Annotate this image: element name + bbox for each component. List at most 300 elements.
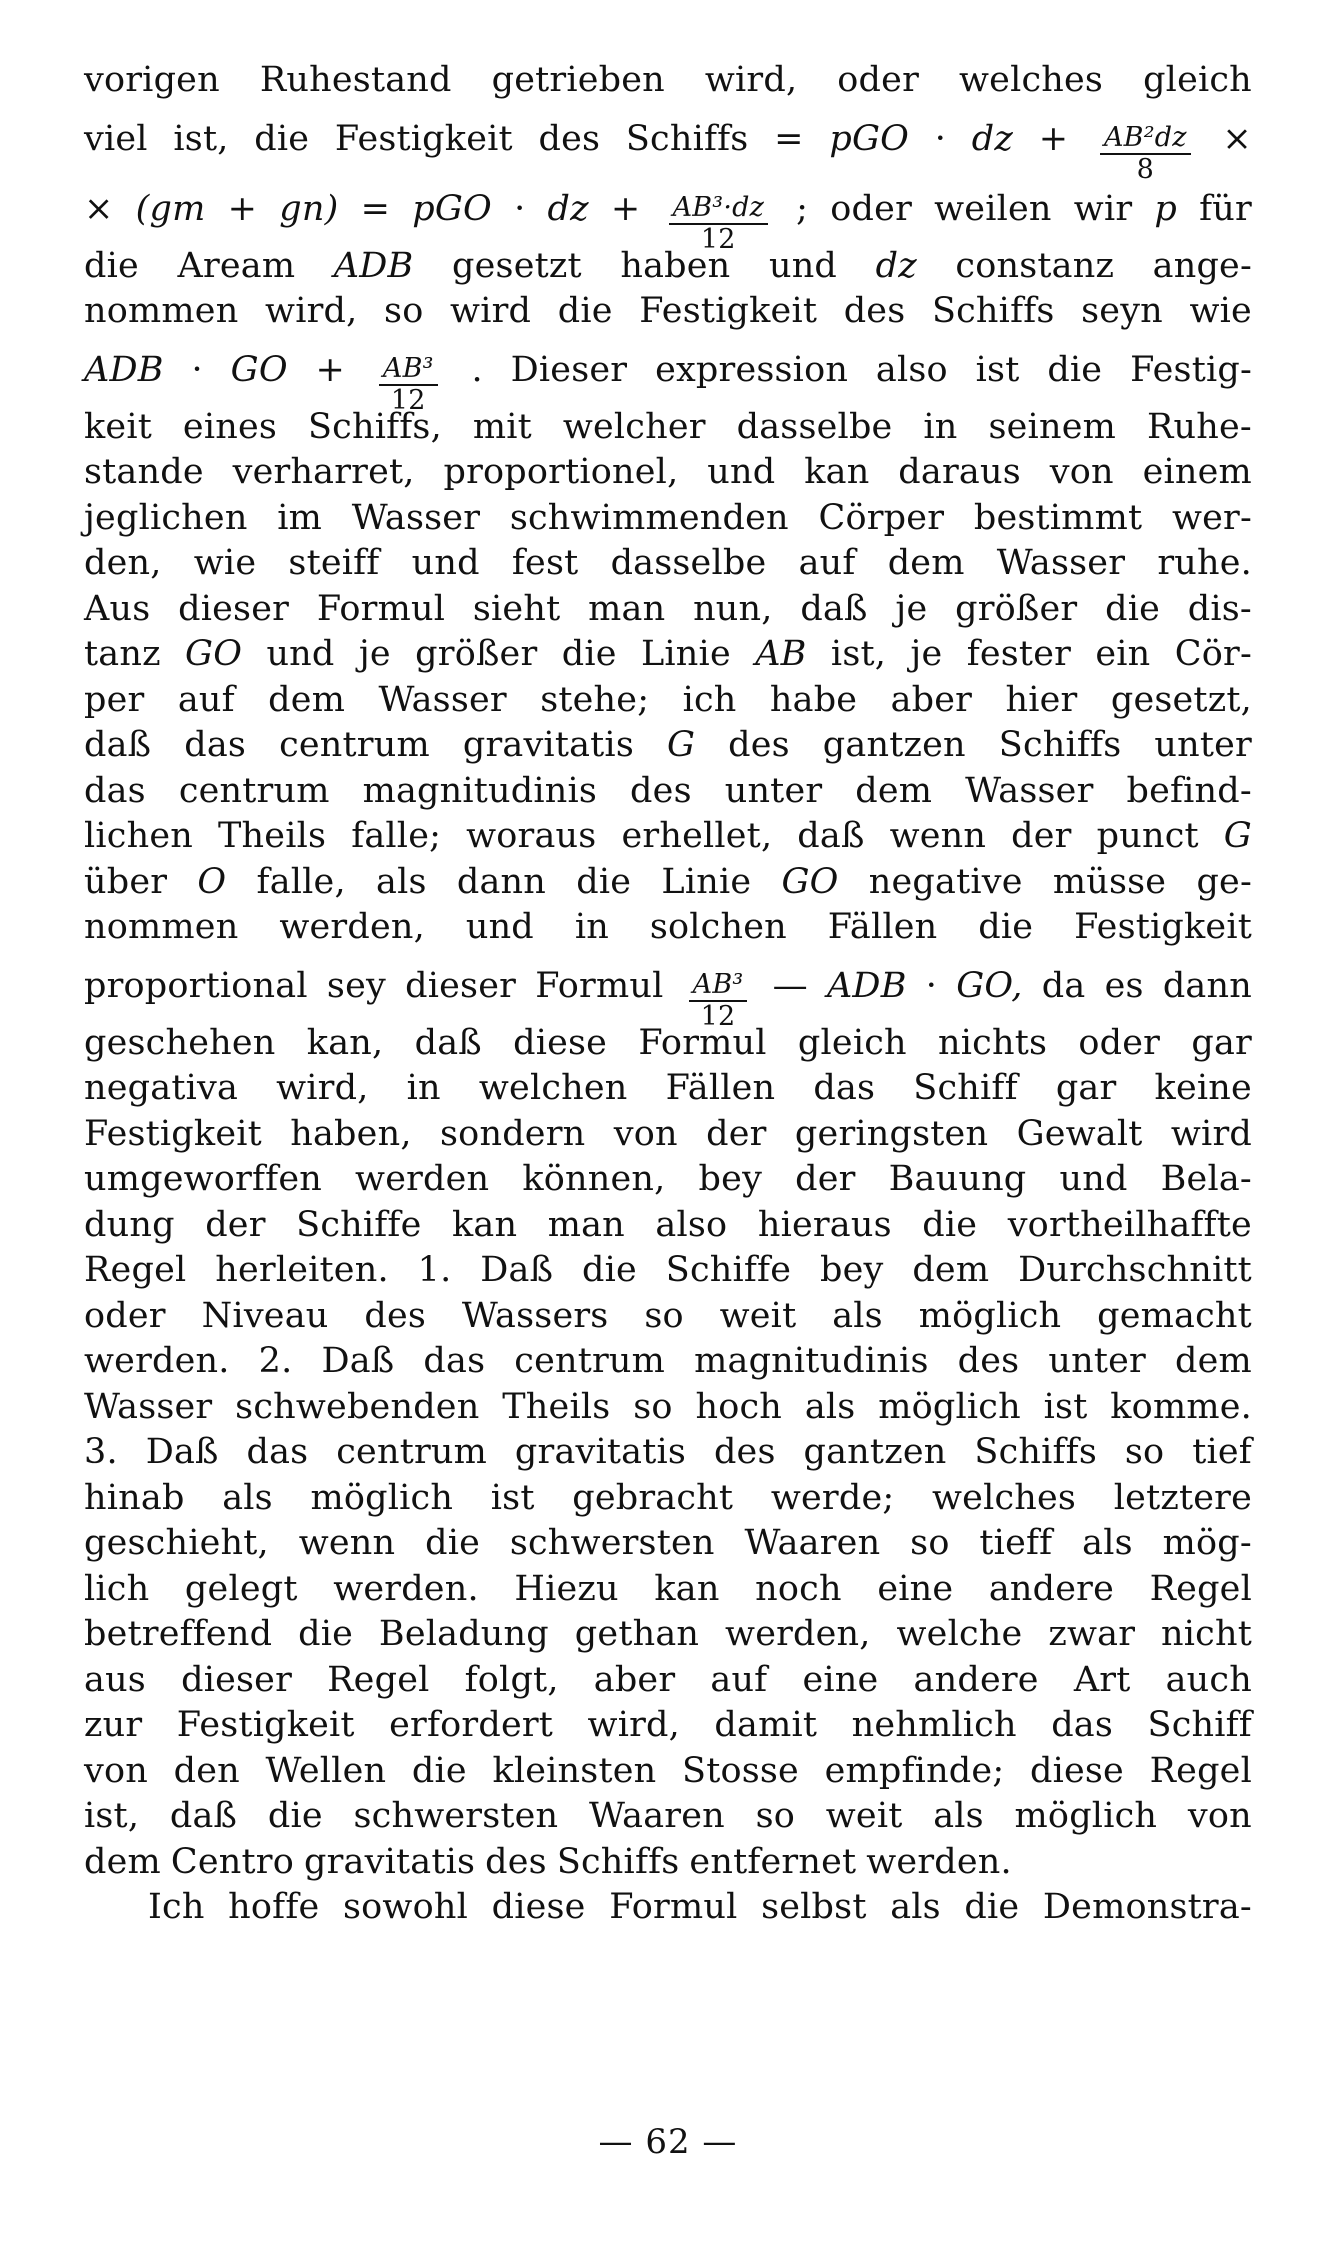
word: Regel	[84, 1250, 187, 1290]
word: Hiezu	[514, 1568, 619, 1609]
text-line	[84, 174, 1252, 255]
word: so	[1124, 1432, 1165, 1472]
word: dis-	[1187, 588, 1252, 629]
word: Waaren	[744, 1523, 881, 1563]
word: schwersten	[509, 1523, 715, 1563]
word: Theils	[502, 1386, 611, 1427]
word: Art	[1073, 1659, 1131, 1700]
word: dem	[1174, 1341, 1252, 1381]
word: eine	[802, 1659, 879, 1700]
word: das	[184, 725, 247, 765]
word: dieser	[405, 965, 517, 1006]
word: daß	[797, 816, 865, 856]
text-line	[84, 723, 1252, 769]
word: den	[173, 1750, 240, 1791]
word: dieser	[181, 1659, 293, 1700]
word: auf	[177, 679, 235, 720]
word: die	[964, 1887, 1020, 1927]
word: es	[1104, 965, 1144, 1006]
word: centrum	[336, 1432, 488, 1472]
word: steiff	[288, 543, 380, 583]
word: Festigkeit	[176, 1705, 355, 1745]
word: gantzen	[822, 725, 966, 765]
word: per	[84, 679, 145, 720]
word: dz	[971, 118, 1014, 159]
text-line	[84, 1248, 1252, 1294]
word: unter	[1048, 1341, 1146, 1381]
word: und	[411, 543, 480, 583]
word: Schiff	[1147, 1705, 1252, 1745]
text-line	[84, 905, 1252, 951]
text-line	[84, 1385, 1252, 1431]
word: tief	[1192, 1432, 1252, 1472]
word: O	[197, 861, 227, 902]
word: man	[547, 1204, 625, 1245]
word: —	[772, 965, 808, 1006]
word: wird,	[265, 291, 358, 331]
text-line	[84, 951, 1252, 1032]
word: centrum	[178, 770, 330, 811]
text-lines	[84, 58, 1252, 1931]
word: GO	[230, 349, 288, 390]
word: noch	[755, 1568, 842, 1609]
word: welcher	[562, 406, 706, 447]
word: wird	[450, 291, 532, 331]
word: so	[633, 1386, 673, 1427]
word: schwersten	[353, 1796, 559, 1836]
word: keit	[84, 406, 152, 447]
text-line	[84, 1612, 1252, 1658]
word: bey	[698, 1159, 763, 1199]
word: dem	[912, 1250, 990, 1290]
word: je	[895, 588, 928, 629]
text-line	[84, 104, 1252, 185]
word: einem	[1142, 452, 1252, 492]
word: bey	[819, 1250, 884, 1290]
word: empfinde;	[824, 1750, 1005, 1791]
word: letztere	[1113, 1477, 1252, 1518]
word: gravitatis	[514, 1432, 687, 1472]
word: Cörper	[818, 497, 945, 538]
word: seinem	[988, 406, 1116, 447]
word: welches	[932, 1477, 1077, 1518]
word: GO	[185, 634, 243, 674]
word: solchen	[649, 907, 787, 947]
word: daraus	[898, 452, 1021, 492]
word: unter	[724, 770, 823, 811]
word: werden.	[866, 1841, 1012, 1882]
word: oder	[1078, 1022, 1161, 1063]
word: möglich	[918, 1295, 1062, 1336]
word: dieser	[178, 588, 290, 629]
text-line	[84, 1885, 1252, 1931]
word: erhellet,	[621, 816, 773, 856]
word: haben,	[290, 1113, 412, 1154]
text-line	[84, 1749, 1252, 1795]
word: negativa	[84, 1068, 239, 1108]
word: Centro	[170, 1841, 295, 1882]
word: für	[1199, 188, 1252, 229]
word: müsse	[1052, 861, 1167, 902]
word: seyn	[1081, 291, 1163, 331]
word: Linie	[661, 861, 752, 902]
word: Formul	[316, 588, 446, 629]
word: das	[84, 770, 146, 811]
word: aus	[84, 1659, 146, 1700]
word: wie	[193, 543, 257, 583]
word: so	[755, 1796, 796, 1836]
word: befind-	[1126, 770, 1252, 811]
word: gantzen	[803, 1432, 947, 1472]
text-line	[84, 587, 1252, 633]
word: herleiten.	[215, 1250, 389, 1290]
word: tanz	[84, 634, 161, 674]
word: gn)	[279, 188, 339, 229]
word: der	[706, 1113, 767, 1154]
word: gelegt	[184, 1568, 298, 1609]
word: Schiffe	[296, 1204, 422, 1245]
word: größer	[415, 634, 538, 674]
word: hoch	[695, 1386, 783, 1427]
word: gesetzt	[452, 245, 582, 286]
text-line	[84, 1203, 1252, 1249]
word: selbst	[761, 1887, 867, 1927]
word: Ruhe-	[1146, 406, 1252, 447]
word: mög-	[1162, 1523, 1252, 1563]
word: expression	[655, 349, 849, 390]
text-line	[84, 678, 1252, 724]
text-line	[84, 1840, 1252, 1886]
word: dasselbe	[736, 406, 893, 447]
word: centrum	[514, 1341, 666, 1381]
word: als	[222, 1477, 273, 1518]
word: =	[360, 188, 391, 229]
text-line	[84, 58, 1252, 104]
word: ·	[514, 188, 526, 229]
word: haben	[620, 245, 731, 286]
word: geschehen	[84, 1022, 276, 1063]
word: tieff	[979, 1523, 1053, 1563]
text-line	[84, 860, 1252, 906]
word: je	[910, 634, 943, 674]
word: kan	[654, 1568, 720, 1609]
word: und	[465, 907, 534, 947]
word: welches	[959, 60, 1104, 100]
word: komme.	[1110, 1386, 1252, 1427]
word: nommen	[84, 907, 239, 947]
word: wird,	[276, 1068, 369, 1108]
word: proportionel,	[443, 452, 679, 492]
word: Durchschnitt	[1018, 1250, 1252, 1290]
word: Wasser	[378, 679, 507, 720]
word: die	[561, 634, 617, 674]
word: verharret,	[232, 452, 415, 492]
word: ruhe.	[1157, 543, 1252, 583]
word: punct	[1096, 816, 1199, 856]
word: Regel	[327, 1659, 430, 1700]
text-line	[84, 289, 1252, 335]
text-line	[84, 405, 1252, 451]
text-line	[84, 1066, 1252, 1112]
word: jeglichen	[84, 497, 248, 538]
text-line	[84, 1794, 1252, 1840]
word: dem	[268, 679, 346, 720]
word: Bauung	[888, 1159, 1027, 1199]
word: zur	[84, 1705, 143, 1745]
word: betreffend	[84, 1614, 273, 1654]
word: Demonstra-	[1042, 1887, 1252, 1927]
word: der	[205, 1204, 266, 1245]
word: gethan	[574, 1614, 700, 1654]
word: dem	[887, 543, 965, 583]
word: ·	[925, 965, 938, 1006]
word: Festigkeit	[1074, 907, 1252, 947]
word: Dieser	[510, 349, 628, 390]
word: gleich	[1143, 60, 1252, 100]
word: des	[364, 1295, 427, 1336]
word: die	[1105, 588, 1161, 629]
word: als	[1082, 1523, 1133, 1563]
word: stande	[84, 452, 204, 492]
word: pGO	[829, 118, 910, 159]
word: diese	[513, 1022, 608, 1063]
word: ist,	[830, 634, 887, 674]
word: die	[254, 118, 310, 159]
word: und	[1059, 1159, 1128, 1199]
word: zwar	[1048, 1614, 1136, 1654]
word: hoffe	[228, 1887, 320, 1927]
word: ist,	[84, 1796, 140, 1836]
word: so	[910, 1523, 950, 1563]
word: das	[423, 1341, 486, 1381]
word: Wasser	[351, 497, 481, 538]
word: ·	[191, 349, 203, 390]
word: kan	[804, 452, 870, 492]
word: Formul	[638, 1022, 767, 1063]
word: kan	[452, 1204, 518, 1245]
word: eine	[877, 1568, 954, 1609]
word: der	[1011, 816, 1072, 856]
word: geschieht,	[84, 1523, 269, 1563]
word: falle,	[256, 861, 346, 902]
word: daß	[84, 725, 152, 765]
word: Daß	[480, 1250, 554, 1290]
word: auch	[1165, 1659, 1252, 1700]
fraction: $\frac{\text{AB³·dz}}{12}$	[669, 194, 768, 254]
word: die	[411, 1750, 467, 1791]
word: daß	[800, 588, 868, 629]
word: oder	[837, 60, 920, 100]
word: werden.	[333, 1568, 479, 1609]
word: entfernet	[689, 1841, 857, 1882]
word: des	[957, 1341, 1020, 1381]
word: 2.	[258, 1341, 293, 1381]
word: das	[246, 1432, 309, 1472]
word: und	[266, 634, 335, 674]
word: so	[384, 291, 424, 331]
word: des	[843, 291, 906, 331]
word: Wasser	[84, 1386, 213, 1427]
word: Fällen	[665, 1068, 776, 1108]
word: viel	[84, 118, 148, 159]
word: des	[728, 725, 790, 765]
word: ist	[975, 349, 1020, 390]
word: Schiffe	[665, 1250, 792, 1290]
word: so	[644, 1295, 684, 1336]
text-line	[84, 335, 1252, 416]
word: ist	[490, 1477, 535, 1518]
word: die	[1047, 349, 1103, 390]
word: vortheilhaffte	[1007, 1204, 1252, 1245]
word: schwebenden	[235, 1386, 480, 1427]
word: Waaren	[589, 1796, 725, 1836]
word: ADB	[826, 965, 907, 1006]
word: ein	[1095, 634, 1151, 674]
word: daß	[169, 1796, 238, 1836]
text-line	[84, 814, 1252, 860]
word: in	[574, 907, 609, 947]
word: da	[1041, 965, 1086, 1006]
word: weilen	[934, 188, 1052, 229]
word: werden,	[279, 907, 425, 947]
word: die	[978, 907, 1034, 947]
word: andere	[988, 1568, 1115, 1609]
word: oder	[830, 188, 913, 229]
word: des	[713, 1432, 776, 1472]
word: Regel	[1149, 1750, 1252, 1791]
text-line	[84, 496, 1252, 542]
word: negative	[868, 861, 1023, 902]
word: dasselbe	[610, 543, 767, 583]
word: Ruhestand	[259, 60, 452, 100]
word: als	[804, 1386, 856, 1427]
word: das	[1051, 1705, 1114, 1745]
word: Wellen	[265, 1750, 387, 1791]
word: aber	[593, 1659, 676, 1700]
word: AB	[755, 634, 807, 674]
word: ADB	[333, 245, 414, 286]
word: ;	[796, 188, 809, 229]
text-line	[84, 1021, 1252, 1067]
word: 3.	[84, 1432, 118, 1472]
word: also	[875, 349, 948, 390]
word: Schiff	[913, 1068, 1018, 1108]
word: also	[655, 1204, 728, 1245]
word: folgt,	[464, 1659, 559, 1700]
word: geringsten	[794, 1113, 989, 1154]
word: kan,	[306, 1022, 384, 1063]
word: von	[1049, 452, 1114, 492]
word: des	[630, 770, 692, 811]
word: oder	[84, 1295, 166, 1336]
word: unter	[1154, 725, 1252, 765]
text-line	[84, 450, 1252, 496]
word: GO	[781, 861, 839, 902]
word: als	[376, 861, 427, 902]
word: Ich	[148, 1887, 205, 1927]
word: werde;	[770, 1477, 895, 1518]
word: stehe;	[540, 679, 650, 720]
word: +	[610, 188, 641, 229]
word: =	[774, 118, 804, 159]
word: nommen	[84, 291, 239, 331]
word: Schiffs	[998, 725, 1122, 765]
word: Beladung	[378, 1614, 549, 1654]
word: Daß	[321, 1341, 395, 1381]
fraction: $\frac{\text{AB²dz}}{8}$	[1100, 124, 1191, 184]
word: die	[425, 1523, 481, 1563]
word: Aus	[84, 588, 151, 629]
word: Linie	[640, 634, 731, 674]
word: gar	[1191, 1022, 1252, 1063]
word: die	[267, 1796, 323, 1836]
word: Festigkeit	[84, 1113, 262, 1154]
word: Fällen	[827, 907, 938, 947]
word: vorigen	[84, 60, 220, 100]
word: fester	[966, 634, 1072, 674]
word: Aream	[177, 245, 296, 286]
word: auf	[710, 1659, 768, 1700]
word: hier	[1005, 679, 1078, 720]
word: in	[406, 1068, 441, 1108]
word: Festigkeit	[334, 118, 513, 159]
word: mit	[472, 406, 532, 447]
word: größer	[955, 588, 1078, 629]
word: wenn	[889, 816, 987, 856]
word: die	[922, 1204, 978, 1245]
word: diese	[491, 1887, 586, 1927]
page-text	[84, 58, 1252, 1931]
word: Festig-	[1130, 349, 1252, 390]
word: möglich	[878, 1386, 1021, 1427]
word: sowohl	[343, 1887, 468, 1927]
word: .	[471, 349, 483, 390]
word: über	[84, 861, 168, 902]
word: in	[923, 406, 958, 447]
word: andere	[913, 1659, 1039, 1700]
text-line	[84, 1703, 1252, 1749]
word: magnitudinis	[694, 1341, 929, 1381]
word: ge-	[1196, 861, 1252, 902]
word: den,	[84, 543, 162, 583]
word: auf	[798, 543, 856, 583]
word: umgeworffen	[84, 1159, 322, 1199]
word: gravitatis	[304, 1841, 476, 1882]
word: das	[813, 1068, 876, 1108]
word: wir	[1073, 188, 1133, 229]
word: ·	[934, 118, 947, 159]
word: werden.	[84, 1341, 230, 1381]
word: ist,	[173, 118, 229, 159]
word: Theils	[218, 816, 327, 856]
text-line	[84, 632, 1252, 678]
fraction: $\frac{\text{AB³}}{12}$	[689, 971, 748, 1031]
word: Schiffs,	[307, 406, 442, 447]
word: hinab	[84, 1477, 185, 1518]
word: möglich	[310, 1477, 454, 1518]
word: wird,	[587, 1705, 680, 1745]
text-line	[84, 1658, 1252, 1704]
word: gleich	[797, 1022, 907, 1063]
word: gesetzt,	[1110, 679, 1252, 720]
word: Formul	[535, 965, 664, 1006]
page-number: — 62 —	[598, 2122, 738, 2162]
word: werden	[355, 1159, 490, 1199]
word: sondern	[440, 1113, 586, 1154]
fraction: $\frac{\text{AB³}}{12}$	[379, 355, 438, 415]
word: die	[84, 245, 139, 286]
word: fest	[511, 543, 579, 583]
